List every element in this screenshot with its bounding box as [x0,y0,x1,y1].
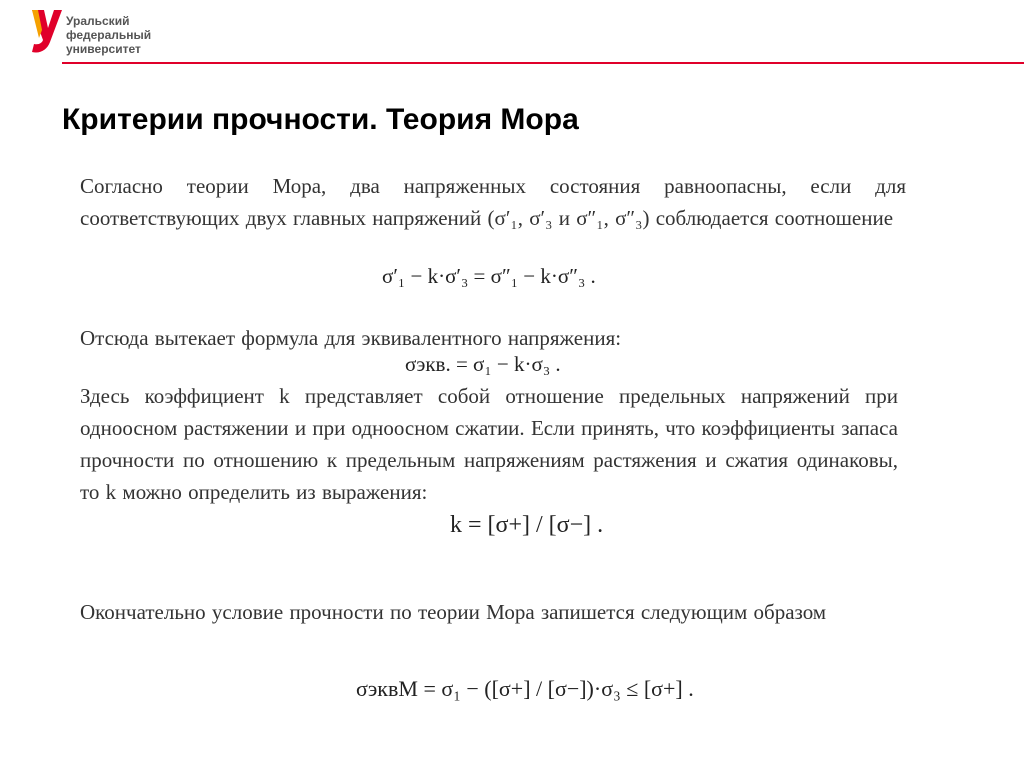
formula-strength-condition: σэквМ = σ₁ − ([σ+] / [σ−])·σ₃ ≤ [σ+] . [356,676,694,701]
formula-equal-danger: σ′₁ − k·σ′₃ = σ″₁ − k·σ″₃ . [382,264,596,288]
slide-title: Критерии прочности. Теория Мора [62,103,579,136]
paragraph-equivalent: Отсюда вытекает формула для эквивалентного напряжения: [80,326,622,350]
formula-coefficient-k: k = [σ+] / [σ−] . [450,512,604,538]
formula-equivalent-stress: σэкв. = σ₁ − k·σ₃ . [405,352,561,376]
logo-line-1: Уральский [66,14,130,28]
logo-line-2: федеральный [66,28,152,42]
paragraph-final-condition: Окончательно условие прочности по теории Мора запишется следующим образом [80,600,827,624]
logo-mark-icon [28,8,64,56]
header-divider [62,62,1024,64]
logo-text [66,14,151,56]
paragraph-intro: Согласно теории Мора, два напряженных состояния равноопасны, если для соответствующих двух главных напряжений (σ′₁, σ′₃ и σ″₁, σ″₃) соблюдается соотношение [80,174,906,230]
university-logo [28,8,168,56]
logo-line-3: университет [66,42,141,56]
paragraph-coefficient: Здесь коэффициент k представляет собой отношение предельных напряжений при одноосном растяжении и при одноосном сжатии. Если принять, что коэффициенты запаса прочности по отношению к предельным напряжениям растяжения и сжатия одинаковы, то k можно определить из выражения: [80,384,898,504]
